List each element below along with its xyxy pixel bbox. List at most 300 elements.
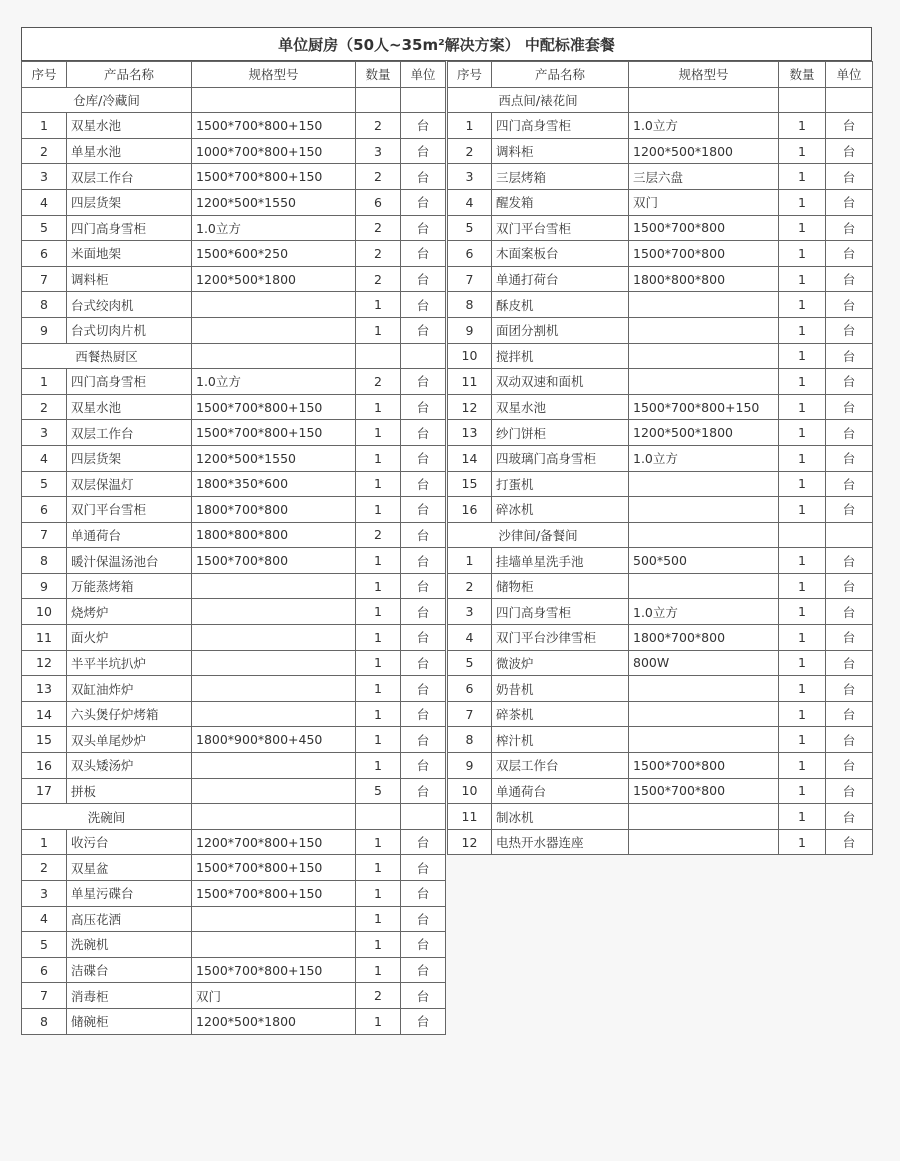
section-row xyxy=(22,87,446,113)
section-title: 西餐热厨区 xyxy=(22,343,192,369)
product-name: 四门高身雪柜 xyxy=(492,113,629,139)
product-qty: 1 xyxy=(779,650,826,676)
table-header-row xyxy=(448,62,873,88)
product-spec xyxy=(629,497,779,523)
product-unit: 台 xyxy=(826,317,873,343)
product-name: 打蛋机 xyxy=(492,471,629,497)
product-spec: 1800*800*800 xyxy=(192,522,356,548)
section-title: 西点间/裱花间 xyxy=(448,87,629,113)
product-spec xyxy=(629,727,779,753)
product-name: 洗碗机 xyxy=(67,932,192,958)
product-spec: 双门 xyxy=(192,983,356,1009)
table-row xyxy=(448,650,873,676)
table-row xyxy=(448,599,873,625)
product-unit: 台 xyxy=(826,701,873,727)
product-name: 米面地架 xyxy=(67,241,192,267)
product-spec xyxy=(192,650,356,676)
product-qty: 2 xyxy=(356,164,401,190)
product-unit: 台 xyxy=(401,983,446,1009)
product-spec: 1500*700*800 xyxy=(629,241,779,267)
product-spec xyxy=(629,573,779,599)
empty-cell xyxy=(356,87,401,113)
product-name: 台式切肉片机 xyxy=(67,317,192,343)
product-spec xyxy=(629,369,779,395)
product-name: 四门高身雪柜 xyxy=(67,215,192,241)
product-unit: 台 xyxy=(401,727,446,753)
row-number: 2 xyxy=(22,855,67,881)
product-name: 收污台 xyxy=(67,829,192,855)
product-name: 半平半坑扒炉 xyxy=(67,650,192,676)
product-unit: 台 xyxy=(401,957,446,983)
product-spec: 500*500 xyxy=(629,548,779,574)
table-row xyxy=(22,881,446,907)
empty-cell xyxy=(826,87,873,113)
row-number: 9 xyxy=(448,753,492,779)
row-number: 7 xyxy=(22,983,67,1009)
empty-cell xyxy=(401,343,446,369)
product-spec xyxy=(192,906,356,932)
product-qty: 1 xyxy=(779,727,826,753)
row-number: 14 xyxy=(448,445,492,471)
product-name: 纱门饼柜 xyxy=(492,420,629,446)
product-unit: 台 xyxy=(826,343,873,369)
product-spec: 双门 xyxy=(629,189,779,215)
section-row xyxy=(448,87,873,113)
product-name: 双层工作台 xyxy=(492,753,629,779)
product-qty: 1 xyxy=(356,650,401,676)
equipment-table-right xyxy=(447,61,873,855)
table-row xyxy=(22,676,446,702)
product-spec: 1200*500*1550 xyxy=(192,445,356,471)
table-row xyxy=(448,292,873,318)
product-unit: 台 xyxy=(826,138,873,164)
product-unit: 台 xyxy=(826,241,873,267)
table-row xyxy=(448,676,873,702)
product-spec: 1.0立方 xyxy=(192,215,356,241)
header-unit: 单位 xyxy=(401,62,446,88)
product-name: 双缸油炸炉 xyxy=(67,676,192,702)
product-name: 双门平台沙律雪柜 xyxy=(492,625,629,651)
product-unit: 台 xyxy=(401,855,446,881)
product-unit: 台 xyxy=(401,420,446,446)
product-unit: 台 xyxy=(401,829,446,855)
table-row xyxy=(22,292,446,318)
product-spec: 1500*700*800+150 xyxy=(192,113,356,139)
product-name: 奶昔机 xyxy=(492,676,629,702)
product-unit: 台 xyxy=(826,266,873,292)
product-name: 四层货架 xyxy=(67,189,192,215)
row-number: 3 xyxy=(448,599,492,625)
product-qty: 2 xyxy=(356,522,401,548)
table-row xyxy=(448,317,873,343)
product-unit: 台 xyxy=(826,753,873,779)
product-qty: 1 xyxy=(779,829,826,855)
product-name: 微波炉 xyxy=(492,650,629,676)
row-number: 10 xyxy=(22,599,67,625)
product-qty: 1 xyxy=(356,829,401,855)
product-unit: 台 xyxy=(401,445,446,471)
table-row xyxy=(448,164,873,190)
product-spec: 1200*500*1800 xyxy=(192,266,356,292)
product-name: 制冰机 xyxy=(492,804,629,830)
row-number: 8 xyxy=(22,292,67,318)
row-number: 6 xyxy=(448,676,492,702)
product-unit: 台 xyxy=(401,292,446,318)
product-name: 拼板 xyxy=(67,778,192,804)
row-number: 8 xyxy=(22,548,67,574)
product-qty: 2 xyxy=(356,983,401,1009)
product-qty: 1 xyxy=(779,548,826,574)
product-spec xyxy=(192,292,356,318)
table-row xyxy=(22,932,446,958)
product-qty: 1 xyxy=(779,164,826,190)
product-spec xyxy=(629,701,779,727)
product-qty: 1 xyxy=(779,292,826,318)
table-row xyxy=(22,138,446,164)
row-number: 12 xyxy=(22,650,67,676)
row-number: 7 xyxy=(22,522,67,548)
product-qty: 1 xyxy=(356,317,401,343)
product-qty: 1 xyxy=(779,317,826,343)
product-unit: 台 xyxy=(826,420,873,446)
product-name: 醒发箱 xyxy=(492,189,629,215)
row-number: 16 xyxy=(448,497,492,523)
header-qty: 数量 xyxy=(779,62,826,88)
product-spec xyxy=(629,292,779,318)
product-unit: 台 xyxy=(826,394,873,420)
row-number: 17 xyxy=(22,778,67,804)
table-row xyxy=(448,113,873,139)
page-title: 单位厨房（50人~35m²解决方案） 中配标准套餐 xyxy=(21,27,872,61)
product-spec: 1500*700*800+150 xyxy=(192,855,356,881)
table-row xyxy=(448,727,873,753)
product-unit: 台 xyxy=(826,599,873,625)
row-number: 7 xyxy=(448,701,492,727)
row-number: 7 xyxy=(448,266,492,292)
empty-cell xyxy=(192,87,356,113)
product-name: 四门高身雪柜 xyxy=(67,369,192,395)
product-spec: 1500*700*800+150 xyxy=(192,164,356,190)
product-unit: 台 xyxy=(401,471,446,497)
product-spec: 1000*700*800+150 xyxy=(192,138,356,164)
row-number: 2 xyxy=(448,573,492,599)
product-unit: 台 xyxy=(401,138,446,164)
table-row xyxy=(448,445,873,471)
product-name: 调料柜 xyxy=(492,138,629,164)
product-spec: 1500*700*800+150 xyxy=(629,394,779,420)
product-unit: 台 xyxy=(401,241,446,267)
table-row xyxy=(22,701,446,727)
product-unit: 台 xyxy=(826,778,873,804)
table-row xyxy=(448,138,873,164)
section-row xyxy=(448,522,873,548)
product-qty: 1 xyxy=(779,625,826,651)
product-qty: 6 xyxy=(356,189,401,215)
product-qty: 1 xyxy=(779,369,826,395)
product-unit: 台 xyxy=(401,573,446,599)
table-row xyxy=(448,573,873,599)
product-unit: 台 xyxy=(826,369,873,395)
product-unit: 台 xyxy=(826,445,873,471)
product-qty: 1 xyxy=(779,804,826,830)
product-unit: 台 xyxy=(826,804,873,830)
table-row xyxy=(448,804,873,830)
row-number: 11 xyxy=(448,369,492,395)
product-spec xyxy=(192,625,356,651)
table-row xyxy=(448,625,873,651)
empty-cell xyxy=(356,804,401,830)
table-row xyxy=(22,548,446,574)
section-row xyxy=(22,804,446,830)
product-qty: 1 xyxy=(779,445,826,471)
product-name: 储碗柜 xyxy=(67,1008,192,1034)
row-number: 14 xyxy=(22,701,67,727)
row-number: 15 xyxy=(448,471,492,497)
product-name: 双层保温灯 xyxy=(67,471,192,497)
table-row xyxy=(22,855,446,881)
product-spec xyxy=(629,676,779,702)
product-name: 双星水池 xyxy=(67,113,192,139)
product-name: 挂墙单星洗手池 xyxy=(492,548,629,574)
table-row xyxy=(22,394,446,420)
table-row xyxy=(22,753,446,779)
row-number: 9 xyxy=(448,317,492,343)
product-name: 暖汁保温汤池台 xyxy=(67,548,192,574)
product-spec: 1500*700*800+150 xyxy=(192,881,356,907)
header-qty: 数量 xyxy=(356,62,401,88)
row-number: 2 xyxy=(448,138,492,164)
product-name: 电热开水器连座 xyxy=(492,829,629,855)
product-unit: 台 xyxy=(826,497,873,523)
product-spec: 800W xyxy=(629,650,779,676)
row-number: 4 xyxy=(22,906,67,932)
product-name: 碎茶机 xyxy=(492,701,629,727)
table-row xyxy=(22,113,446,139)
product-spec: 1.0立方 xyxy=(629,445,779,471)
row-number: 3 xyxy=(22,420,67,446)
product-qty: 1 xyxy=(356,420,401,446)
product-spec xyxy=(629,804,779,830)
product-spec xyxy=(192,317,356,343)
product-unit: 台 xyxy=(401,881,446,907)
product-unit: 台 xyxy=(826,676,873,702)
product-qty: 1 xyxy=(356,701,401,727)
table-row xyxy=(448,215,873,241)
row-number: 6 xyxy=(22,497,67,523)
product-name: 搅拌机 xyxy=(492,343,629,369)
product-unit: 台 xyxy=(401,548,446,574)
table-row xyxy=(448,829,873,855)
product-spec xyxy=(192,778,356,804)
table-row xyxy=(22,522,446,548)
product-qty: 1 xyxy=(356,625,401,651)
product-qty: 1 xyxy=(356,906,401,932)
product-name: 六头煲仔炉烤箱 xyxy=(67,701,192,727)
product-unit: 台 xyxy=(826,189,873,215)
header-unit: 单位 xyxy=(826,62,873,88)
product-unit: 台 xyxy=(401,113,446,139)
product-spec: 1200*700*800+150 xyxy=(192,829,356,855)
product-qty: 1 xyxy=(779,394,826,420)
row-number: 1 xyxy=(22,829,67,855)
product-unit: 台 xyxy=(826,164,873,190)
product-unit: 台 xyxy=(401,701,446,727)
product-spec xyxy=(192,676,356,702)
product-name: 榨汁机 xyxy=(492,727,629,753)
table-row xyxy=(22,497,446,523)
product-spec: 1.0立方 xyxy=(629,599,779,625)
table-row xyxy=(22,471,446,497)
row-number: 4 xyxy=(448,189,492,215)
product-unit: 台 xyxy=(826,113,873,139)
row-number: 16 xyxy=(22,753,67,779)
product-name: 双星水池 xyxy=(67,394,192,420)
section-title: 洗碗间 xyxy=(22,804,192,830)
header-spec: 规格型号 xyxy=(629,62,779,88)
product-spec xyxy=(629,343,779,369)
row-number: 3 xyxy=(22,164,67,190)
row-number: 11 xyxy=(448,804,492,830)
product-unit: 台 xyxy=(401,317,446,343)
row-number: 3 xyxy=(22,881,67,907)
product-spec: 1.0立方 xyxy=(629,113,779,139)
row-number: 5 xyxy=(22,215,67,241)
product-name: 储物柜 xyxy=(492,573,629,599)
product-name: 酥皮机 xyxy=(492,292,629,318)
product-unit: 台 xyxy=(826,573,873,599)
row-number: 13 xyxy=(448,420,492,446)
product-unit: 台 xyxy=(826,548,873,574)
product-unit: 台 xyxy=(401,778,446,804)
product-qty: 1 xyxy=(779,215,826,241)
product-spec: 三层六盘 xyxy=(629,164,779,190)
product-unit: 台 xyxy=(401,753,446,779)
product-qty: 1 xyxy=(356,599,401,625)
header-no: 序号 xyxy=(22,62,67,88)
product-qty: 1 xyxy=(779,676,826,702)
row-number: 13 xyxy=(22,676,67,702)
empty-cell xyxy=(629,522,779,548)
product-unit: 台 xyxy=(401,599,446,625)
product-name: 双头单尾炒炉 xyxy=(67,727,192,753)
table-row xyxy=(448,497,873,523)
empty-cell xyxy=(401,87,446,113)
row-number: 12 xyxy=(448,829,492,855)
table-row xyxy=(22,573,446,599)
empty-cell xyxy=(401,804,446,830)
product-name: 单通打荷台 xyxy=(492,266,629,292)
empty-cell xyxy=(356,343,401,369)
product-qty: 1 xyxy=(356,1008,401,1034)
product-unit: 台 xyxy=(401,650,446,676)
product-unit: 台 xyxy=(401,215,446,241)
product-qty: 2 xyxy=(356,241,401,267)
product-qty: 2 xyxy=(356,369,401,395)
product-unit: 台 xyxy=(401,266,446,292)
product-name: 高压花洒 xyxy=(67,906,192,932)
table-row xyxy=(22,241,446,267)
product-spec xyxy=(192,573,356,599)
empty-cell xyxy=(779,87,826,113)
product-name: 面火炉 xyxy=(67,625,192,651)
product-name: 双门平台雪柜 xyxy=(492,215,629,241)
product-spec xyxy=(629,829,779,855)
row-number: 5 xyxy=(22,471,67,497)
empty-cell xyxy=(779,522,826,548)
row-number: 1 xyxy=(22,113,67,139)
table-row xyxy=(22,420,446,446)
row-number: 6 xyxy=(22,957,67,983)
table-row xyxy=(448,241,873,267)
product-unit: 台 xyxy=(826,829,873,855)
product-spec: 1500*700*800 xyxy=(629,778,779,804)
product-qty: 1 xyxy=(356,727,401,753)
product-spec xyxy=(629,471,779,497)
product-name: 单星水池 xyxy=(67,138,192,164)
table-row xyxy=(448,343,873,369)
product-name: 四门高身雪柜 xyxy=(492,599,629,625)
product-spec: 1800*800*800 xyxy=(629,266,779,292)
product-spec: 1500*700*800 xyxy=(192,548,356,574)
section-title: 仓库/冷藏间 xyxy=(22,87,192,113)
product-qty: 1 xyxy=(356,957,401,983)
product-unit: 台 xyxy=(401,369,446,395)
product-spec: 1200*500*1800 xyxy=(629,420,779,446)
product-qty: 1 xyxy=(356,497,401,523)
row-number: 6 xyxy=(448,241,492,267)
product-qty: 1 xyxy=(779,778,826,804)
product-unit: 台 xyxy=(826,471,873,497)
product-unit: 台 xyxy=(826,625,873,651)
table-row xyxy=(22,957,446,983)
row-number: 4 xyxy=(22,189,67,215)
table-row xyxy=(448,266,873,292)
product-unit: 台 xyxy=(401,676,446,702)
row-number: 7 xyxy=(22,266,67,292)
product-spec: 1500*700*800+150 xyxy=(192,957,356,983)
row-number: 12 xyxy=(448,394,492,420)
row-number: 2 xyxy=(22,394,67,420)
header-spec: 规格型号 xyxy=(192,62,356,88)
row-number: 8 xyxy=(448,292,492,318)
product-name: 面团分割机 xyxy=(492,317,629,343)
product-qty: 2 xyxy=(356,266,401,292)
table-row xyxy=(448,189,873,215)
table-row xyxy=(22,1008,446,1034)
section-title: 沙律间/备餐间 xyxy=(448,522,629,548)
row-number: 4 xyxy=(22,445,67,471)
product-qty: 5 xyxy=(356,778,401,804)
product-qty: 1 xyxy=(779,701,826,727)
product-spec: 1500*600*250 xyxy=(192,241,356,267)
product-spec: 1500*700*800 xyxy=(629,753,779,779)
table-row xyxy=(448,701,873,727)
product-name: 消毒柜 xyxy=(67,983,192,1009)
product-unit: 台 xyxy=(401,522,446,548)
product-spec xyxy=(192,753,356,779)
product-qty: 1 xyxy=(779,497,826,523)
product-spec xyxy=(192,701,356,727)
product-qty: 3 xyxy=(356,138,401,164)
product-qty: 1 xyxy=(356,292,401,318)
row-number: 11 xyxy=(22,625,67,651)
product-name: 四玻璃门高身雪柜 xyxy=(492,445,629,471)
row-number: 4 xyxy=(448,625,492,651)
table-header-row xyxy=(22,62,446,88)
product-unit: 台 xyxy=(826,650,873,676)
product-unit: 台 xyxy=(826,292,873,318)
product-name: 双星盆 xyxy=(67,855,192,881)
